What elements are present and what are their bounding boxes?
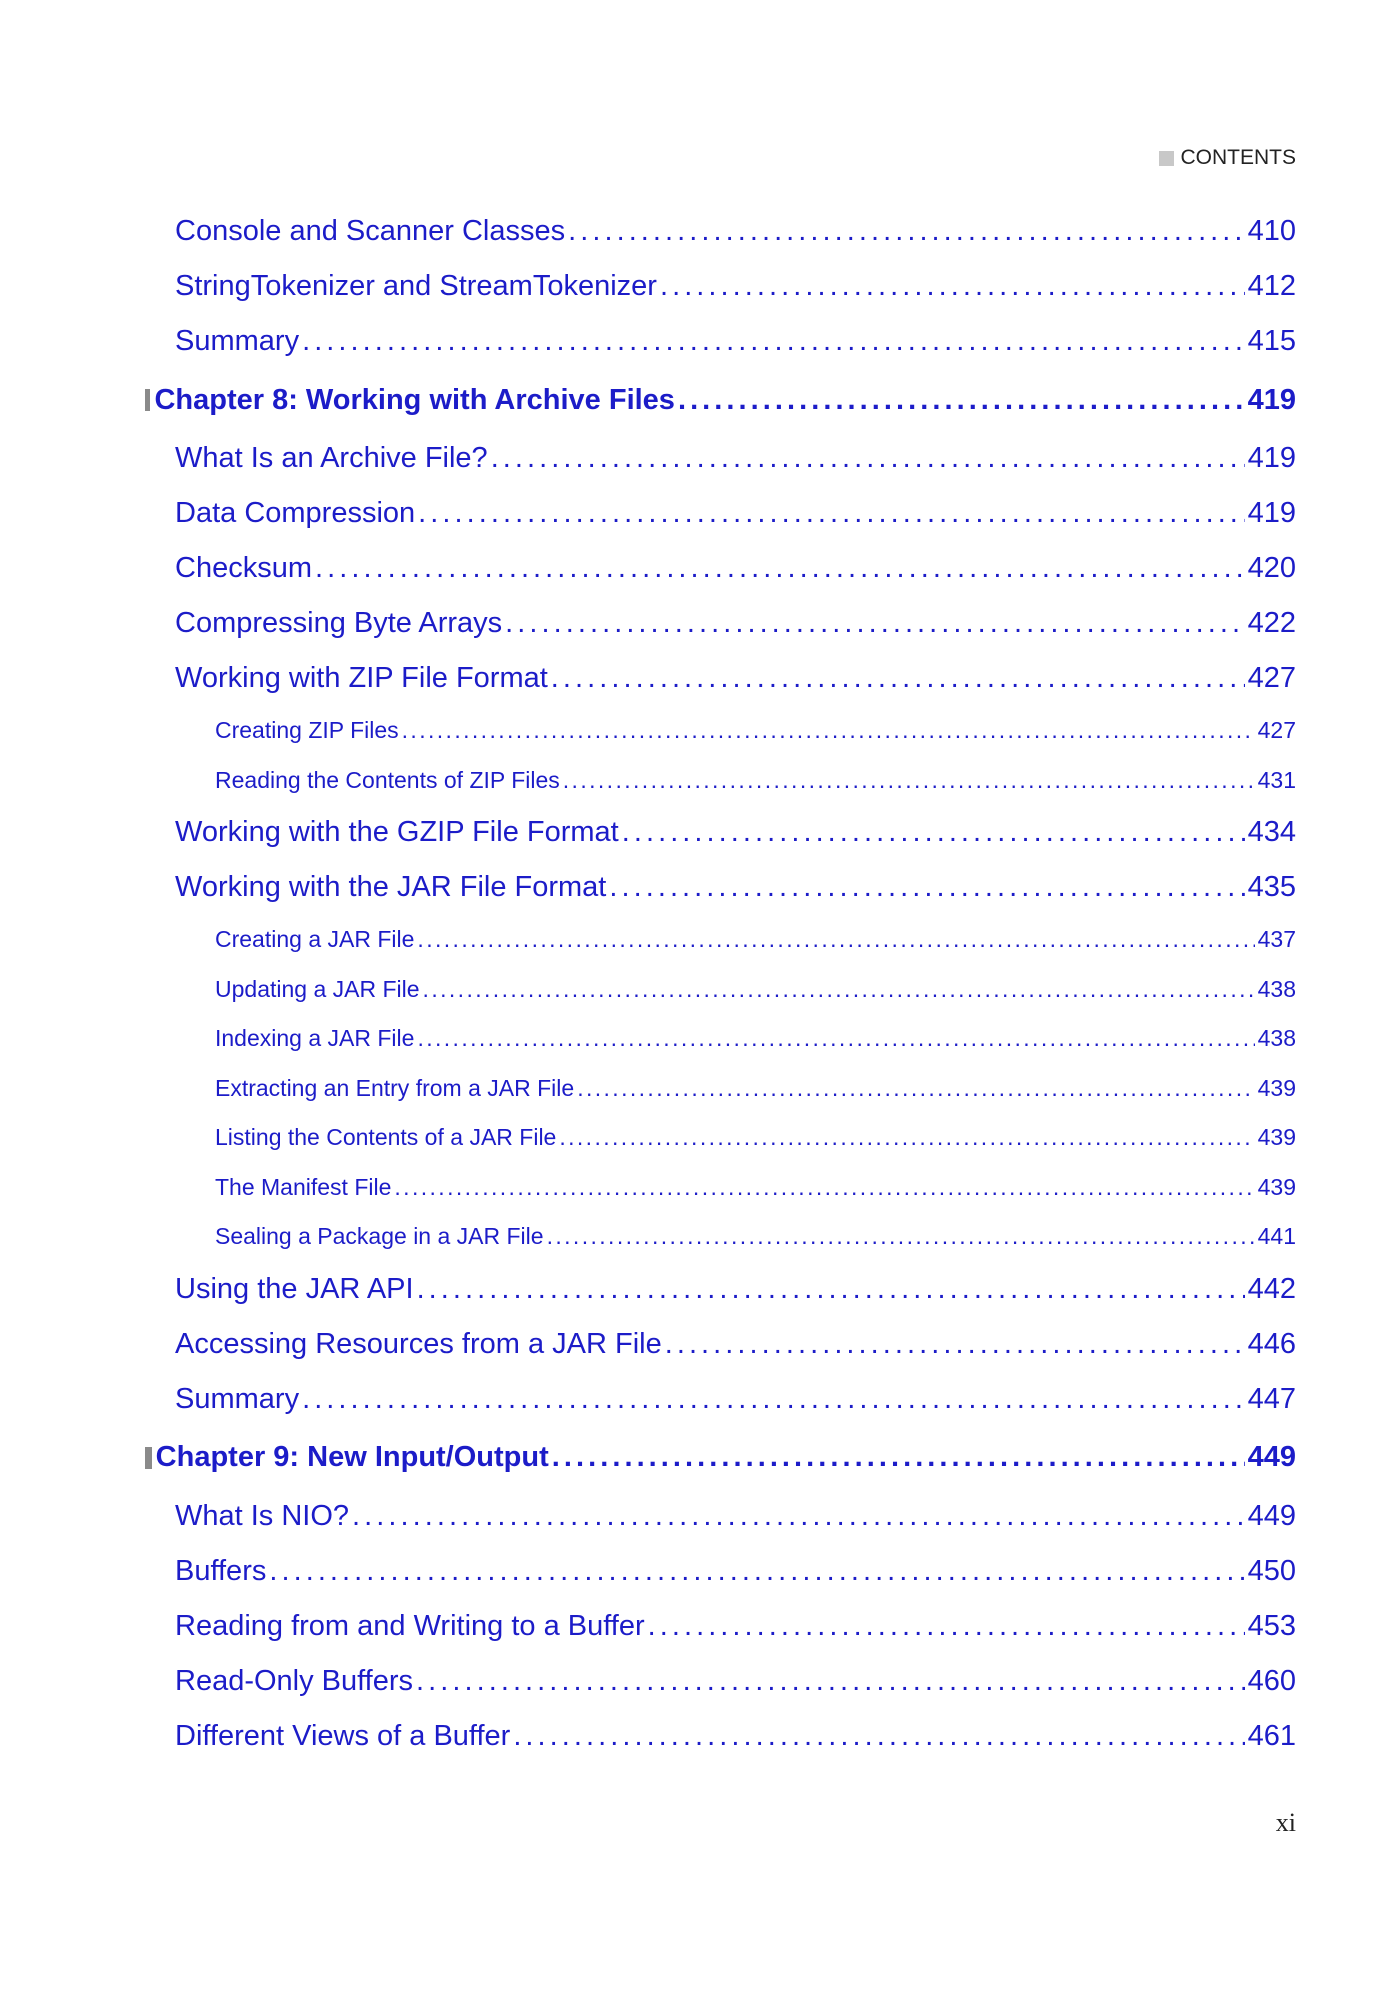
dot-leader — [551, 651, 1245, 706]
dot-leader — [417, 926, 1254, 953]
toc-entry[interactable] — [145, 1113, 1296, 1163]
dot-leader — [302, 1372, 1245, 1427]
table-of-contents — [145, 204, 1296, 1764]
toc-entry-page: 438 — [1257, 1025, 1296, 1052]
toc-entry-title: What Is an Archive File? — [175, 442, 488, 474]
dot-leader — [513, 1709, 1244, 1764]
toc-entry-title: Checksum — [175, 552, 312, 584]
toc-entry-page: 460 — [1247, 1664, 1296, 1697]
toc-entry-title: Console and Scanner Classes — [175, 215, 566, 247]
toc-entry[interactable] — [145, 706, 1296, 756]
dot-leader — [622, 805, 1245, 860]
toc-entry-title: Updating a JAR File — [215, 975, 420, 1002]
dot-leader — [547, 1223, 1255, 1250]
toc-entry-page: 420 — [1247, 552, 1296, 584]
dot-leader — [678, 384, 1245, 417]
dot-leader — [609, 860, 1244, 915]
dot-leader — [394, 1174, 1254, 1201]
dot-leader — [417, 1262, 1245, 1317]
toc-entry[interactable] — [145, 541, 1296, 596]
header-square-icon — [1159, 151, 1174, 166]
toc-entry-title: Creating ZIP Files — [215, 717, 399, 744]
dot-leader — [577, 1075, 1254, 1102]
toc-entry[interactable] — [145, 651, 1296, 706]
toc-entry-title: Working with ZIP File Format — [175, 662, 548, 694]
toc-entry-title: Using the JAR API — [175, 1272, 414, 1305]
toc-entry[interactable] — [145, 259, 1296, 314]
toc-entry-title: Different Views of a Buffer — [175, 1719, 511, 1752]
toc-entry-page: 434 — [1247, 816, 1296, 848]
toc-entry-page: 431 — [1257, 766, 1296, 793]
toc-entry-title: Chapter 8: Working with Archive Files — [154, 383, 675, 416]
toc-entry-title: Summary — [175, 1382, 300, 1415]
toc-entry[interactable] — [145, 1317, 1296, 1372]
toc-entry-page: 422 — [1247, 607, 1296, 639]
dot-leader — [423, 976, 1255, 1003]
toc-entry-page: 435 — [1247, 871, 1296, 903]
dot-leader — [563, 767, 1255, 794]
toc-entry[interactable] — [145, 1544, 1296, 1599]
toc-entry-title: Extracting an Entry from a JAR File — [215, 1074, 575, 1101]
dot-leader — [416, 1654, 1245, 1709]
dot-leader — [552, 1441, 1245, 1474]
dot-leader — [648, 1599, 1245, 1654]
running-header — [1159, 146, 1297, 170]
toc-entry-page: 449 — [1247, 1441, 1296, 1473]
toc-entry[interactable] — [145, 596, 1296, 651]
toc-entry-title: Indexing a JAR File — [215, 1025, 415, 1052]
toc-entry-title: Working with the GZIP File Format — [175, 816, 619, 848]
dot-leader — [568, 204, 1244, 259]
toc-entry-page: 427 — [1257, 717, 1296, 744]
toc-entry-title: Read-Only Buffers — [175, 1664, 414, 1697]
toc-entry[interactable] — [145, 1212, 1296, 1262]
toc-entry[interactable] — [145, 965, 1296, 1015]
dot-leader — [559, 1124, 1254, 1151]
dot-leader — [402, 717, 1255, 744]
dot-leader — [660, 259, 1245, 314]
toc-entry-page: 441 — [1257, 1223, 1296, 1250]
toc-entry-title: Listing the Contents of a JAR File — [215, 1124, 557, 1151]
toc-entry[interactable] — [145, 805, 1296, 860]
toc-entry[interactable] — [145, 1014, 1296, 1064]
dot-leader — [665, 1317, 1245, 1372]
toc-entry-title: What Is NIO? — [175, 1499, 350, 1532]
toc-entry[interactable] — [145, 756, 1296, 806]
toc-entry-title: Accessing Resources from a JAR File — [175, 1327, 662, 1360]
toc-entry-title: Buffers — [175, 1554, 267, 1587]
dot-leader — [302, 314, 1245, 369]
toc-entry[interactable] — [145, 1489, 1296, 1544]
toc-entry-page: 415 — [1247, 325, 1296, 357]
toc-entry-page: 442 — [1247, 1272, 1296, 1305]
toc-entry-page: 439 — [1257, 1173, 1296, 1200]
toc-entry-page: 439 — [1257, 1124, 1296, 1151]
toc-chapter-entry[interactable] — [145, 1427, 1296, 1489]
toc-entry-title: The Manifest File — [215, 1173, 392, 1200]
toc-entry-page: 450 — [1247, 1554, 1296, 1587]
toc-entry-page: 419 — [1247, 383, 1296, 416]
toc-entry[interactable] — [145, 1163, 1296, 1213]
toc-entry-title: Working with the JAR File Format — [175, 871, 607, 903]
toc-entry-page: 461 — [1247, 1719, 1296, 1752]
toc-entry[interactable] — [145, 204, 1296, 259]
dot-leader — [352, 1489, 1245, 1544]
toc-entry-page: 438 — [1257, 975, 1296, 1002]
toc-entry-page: 419 — [1247, 497, 1296, 529]
dot-leader — [315, 541, 1245, 596]
dot-leader — [269, 1544, 1244, 1599]
toc-entry[interactable] — [145, 1709, 1296, 1764]
toc-entry-title: Compressing Byte Arrays — [175, 607, 503, 639]
toc-entry-title: Reading the Contents of ZIP Files — [215, 766, 560, 793]
toc-chapter-entry[interactable] — [145, 369, 1296, 431]
page-number: xi — [1275, 1808, 1296, 1837]
toc-entry[interactable] — [145, 1064, 1296, 1114]
header-label: CONTENTS — [1180, 146, 1296, 169]
toc-entry[interactable] — [145, 860, 1296, 915]
toc-entry-page: 437 — [1257, 926, 1296, 953]
toc-entry-title: Reading from and Writing to a Buffer — [175, 1609, 645, 1642]
dot-leader — [418, 486, 1244, 541]
toc-entry-page: 419 — [1247, 442, 1296, 474]
toc-entry-title: StringTokenizer and StreamTokenizer — [175, 270, 657, 302]
toc-entry-page: 410 — [1247, 215, 1296, 247]
toc-entry[interactable] — [145, 431, 1296, 486]
toc-entry-page: 449 — [1247, 1499, 1296, 1532]
toc-entry[interactable] — [145, 1262, 1296, 1317]
dot-leader — [417, 1025, 1254, 1052]
toc-entry[interactable] — [145, 1372, 1296, 1427]
toc-entry-title: Data Compression — [175, 497, 416, 529]
toc-entry-page: 447 — [1247, 1382, 1296, 1415]
chapter-square-icon — [145, 389, 150, 411]
toc-entry-title: Chapter 9: New Input/Output — [155, 1441, 549, 1473]
dot-leader — [491, 431, 1245, 486]
toc-entry[interactable] — [145, 1654, 1296, 1709]
toc-entry-page: 427 — [1247, 662, 1296, 694]
toc-entry-page: 439 — [1257, 1074, 1296, 1101]
toc-entry-title: Creating a JAR File — [215, 926, 415, 953]
toc-entry[interactable] — [145, 314, 1296, 369]
toc-entry-page: 453 — [1247, 1609, 1296, 1642]
toc-entry[interactable] — [145, 915, 1296, 965]
toc-entry-page: 412 — [1247, 270, 1296, 302]
toc-entry-title: Summary — [175, 325, 300, 357]
toc-entry[interactable] — [145, 486, 1296, 541]
dot-leader — [505, 596, 1244, 651]
toc-entry-page: 446 — [1247, 1327, 1296, 1360]
toc-entry[interactable] — [145, 1599, 1296, 1654]
toc-entry-title: Sealing a Package in a JAR File — [215, 1223, 544, 1250]
chapter-square-icon — [145, 1447, 152, 1469]
